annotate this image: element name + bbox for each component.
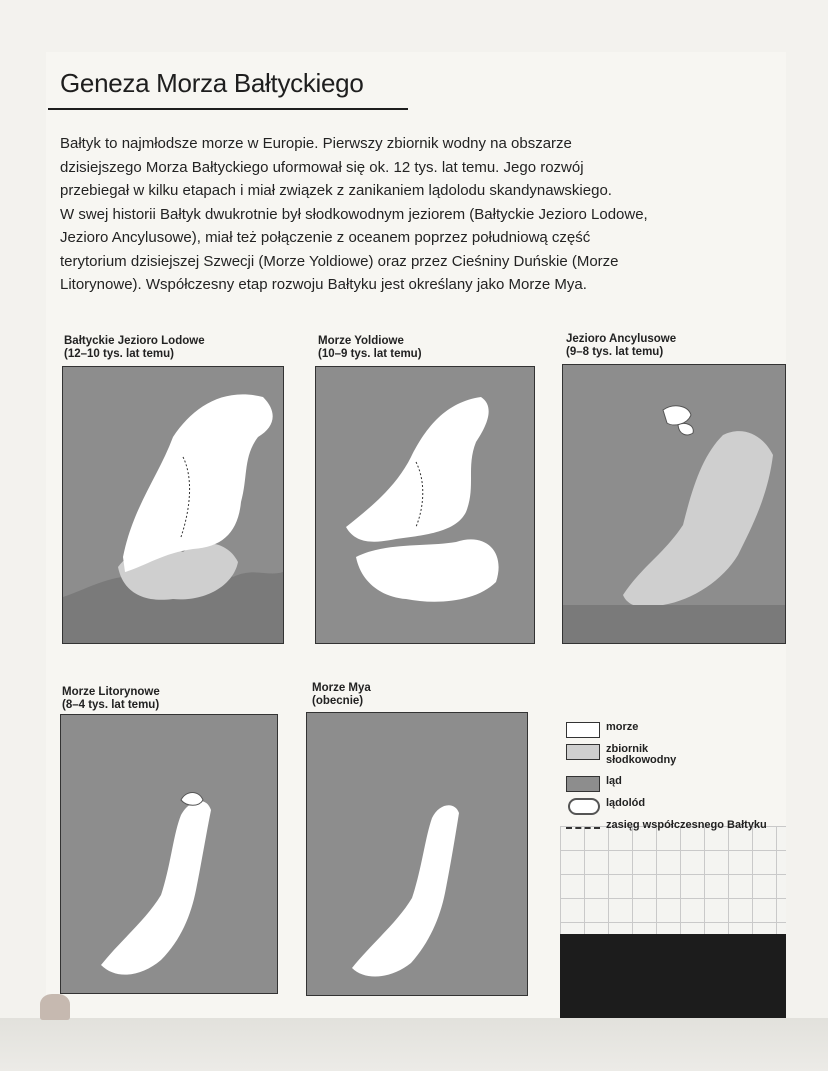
map-period: (obecnie) (312, 695, 364, 707)
legend-label: zasięg współczesnego Bałtyku (606, 819, 767, 831)
legend-item-sea (566, 720, 786, 740)
legend-label (606, 744, 676, 766)
legend-item-freshwater (566, 742, 786, 772)
sea-swatch (566, 722, 600, 738)
legend-item-land (566, 774, 786, 794)
grid-paper (560, 826, 786, 934)
background-shadow (560, 934, 786, 1018)
intro-line: Litorynowe). Współczesny etap rozwoju Bałtyku jest określany jako Morze Mya. (60, 276, 587, 293)
map-title: Jezioro Ancylusowe (566, 333, 677, 345)
intro-line: Jezioro Ancylusowe), miał też połączenie z oceanem poprzez południową część (60, 229, 591, 246)
map-period: (12–10 tys. lat temu) (64, 348, 174, 360)
map-baltic-ice-lake (62, 366, 284, 644)
legend-item-ice (566, 796, 786, 816)
map-image (61, 715, 277, 993)
map-image (563, 365, 785, 643)
map-image (63, 367, 283, 643)
legend-label-line: zbiornik (606, 743, 649, 755)
map-caption (64, 335, 205, 361)
map-caption (62, 686, 160, 712)
page-title: Geneza Morza Bałtyckiego (60, 68, 364, 98)
map-caption (566, 333, 676, 359)
intro-line: terytorium dzisiejszej Szwecji (Morze Yoldiowe) oraz przez Cieśniny Duńskie (Morze (60, 252, 619, 270)
legend-label: lądolód (606, 797, 646, 809)
map-caption (318, 335, 422, 361)
page-bottom-edge (0, 1018, 828, 1071)
map-legend (566, 720, 786, 840)
map-image (307, 713, 527, 995)
title-underline (48, 108, 408, 110)
map-period: (9–8 tys. lat temu) (566, 346, 664, 358)
thumb-shadow (40, 994, 70, 1020)
legend-item-boundary (566, 818, 786, 838)
map-ancylus-lake (562, 364, 786, 644)
intro-line: przebiegał w kilku etapach i miał związek z zanikaniem lądolodu skandynawskiego. (60, 182, 612, 199)
intro-line: Bałtyk to najmłodsze morze w Europie. Pierwszy zbiornik wodny na obszarze (60, 135, 572, 152)
freshwater-swatch (566, 744, 600, 760)
intro-line: dzisiejszego Morza Bałtyckiego uformował się ok. 12 tys. lat temu. Jego rozwój (60, 158, 584, 176)
legend-label-line: słodkowodny (606, 754, 677, 766)
intro-line: W swej historii Bałtyk dwukrotnie był słodkowodnym jeziorem (Bałtyckie Jezioro Lodowe, (60, 205, 648, 223)
map-image (316, 367, 534, 643)
map-period: (8–4 tys. lat temu) (62, 699, 160, 711)
map-littorina-sea (60, 714, 278, 994)
legend-label: morze (606, 721, 639, 733)
map-caption (312, 682, 371, 708)
map-mya-sea (306, 712, 528, 996)
map-title: Morze Litorynowe (62, 686, 160, 698)
map-yoldia-sea (315, 366, 535, 644)
map-title: Morze Mya (312, 682, 371, 694)
intro-paragraph (60, 132, 760, 297)
legend-label: ląd (606, 775, 622, 787)
ice-sheet-swatch (568, 798, 600, 815)
land-swatch (566, 776, 600, 792)
map-title: Bałtyckie Jezioro Lodowe (64, 335, 205, 347)
map-period: (10–9 tys. lat temu) (318, 348, 422, 360)
map-title: Morze Yoldiowe (318, 335, 404, 347)
boundary-swatch (566, 827, 600, 829)
